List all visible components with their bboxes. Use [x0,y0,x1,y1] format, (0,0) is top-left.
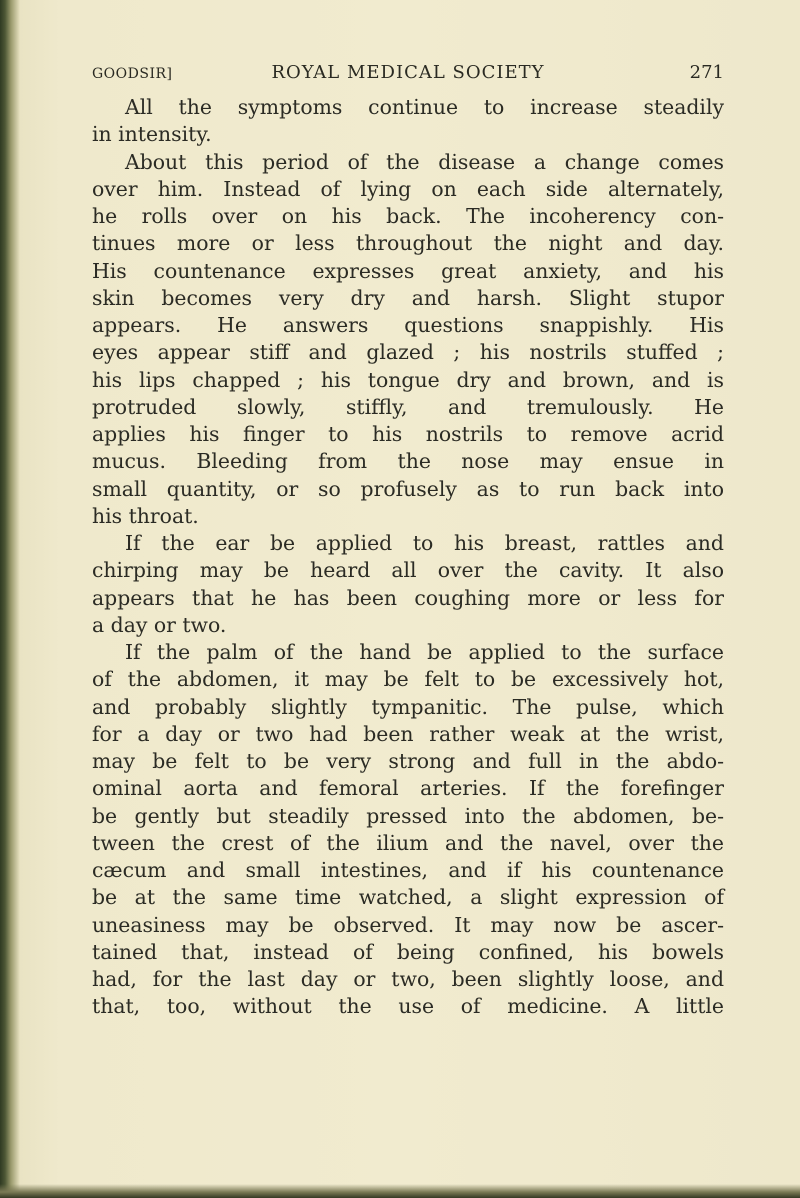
running-author: GOODSIR] [92,66,173,82]
text-line: tween the crest of the ilium and the navel, over the [92,830,724,855]
text-line: be at the same time watched, a slight expression of [92,885,724,910]
text-line: uneasiness may be observed. It may now be ascer- [92,912,724,937]
text-line: chirping may be heard all over the cavity. It also [92,558,724,583]
text-line: small quantity, or so profusely as to run back into [92,476,724,501]
text-line: protruded slowly, stiffly, and tremulously. He [92,394,724,419]
running-header [92,62,724,88]
text-line: that, too, without the use of medicine. A little [92,994,724,1019]
text-line: his lips chapped ; his tongue dry and brown, and is [92,367,724,392]
text-line: he rolls over on his back. The incoherency con- [92,204,724,228]
text-line: appears that he has been coughing more or less for [92,585,724,610]
text-line: for a day or two had been rather weak at the wrist, [92,721,724,746]
text-line: appears. He answers questions snappishly. His [92,313,724,337]
text-line: in intensity. [92,122,212,147]
text-line: If the ear be applied to his breast, rattles and [125,531,724,555]
text-line: cæcum and small intestines, and if his countenance [92,858,724,882]
text-line: of the abdomen, it may be felt to be excessively hot, [92,667,724,692]
page-number: 271 [689,62,724,83]
text-line: eyes appear stiff and glazed ; his nostrils stuffed ; [92,340,724,365]
text-line: ominal aorta and femoral arteries. If the forefinger [92,776,724,801]
text-line: may be felt to be very strong and full in the abdo- [92,749,724,773]
body-text [92,94,724,1021]
text-line: His countenance expresses great anxiety, and his [92,258,724,283]
text-line: applies his finger to his nostrils to remove acrid [92,422,724,446]
page-edge-shadow [0,1184,800,1198]
text-line: mucus. Bleeding from the nose may ensue in [92,449,724,474]
text-line: If the palm of the hand be applied to the surface [125,640,724,664]
text-line: About this period of the disease a change comes [125,149,724,174]
text-line: had, for the last day or two, been slightly loose, and [92,967,724,991]
running-title: ROYAL MEDICAL SOCIETY [271,62,545,83]
text-line: tinues more or less throughout the night and day. [92,231,724,256]
text-line: skin becomes very dry and harsh. Slight stupor [92,285,724,310]
text-line: tained that, instead of being confined, his bowels [92,939,724,964]
text-line: a day or two. [92,612,227,637]
text-line: be gently but steadily pressed into the abdomen, be- [92,803,724,828]
text-line: and probably slightly tympanitic. The pulse, which [92,694,724,719]
text-line: over him. Instead of lying on each side alternately, [92,176,724,201]
text-line: his throat. [92,503,199,528]
text-line: All the symptoms continue to increase steadily [125,95,724,119]
binding-shadow [0,0,20,1198]
